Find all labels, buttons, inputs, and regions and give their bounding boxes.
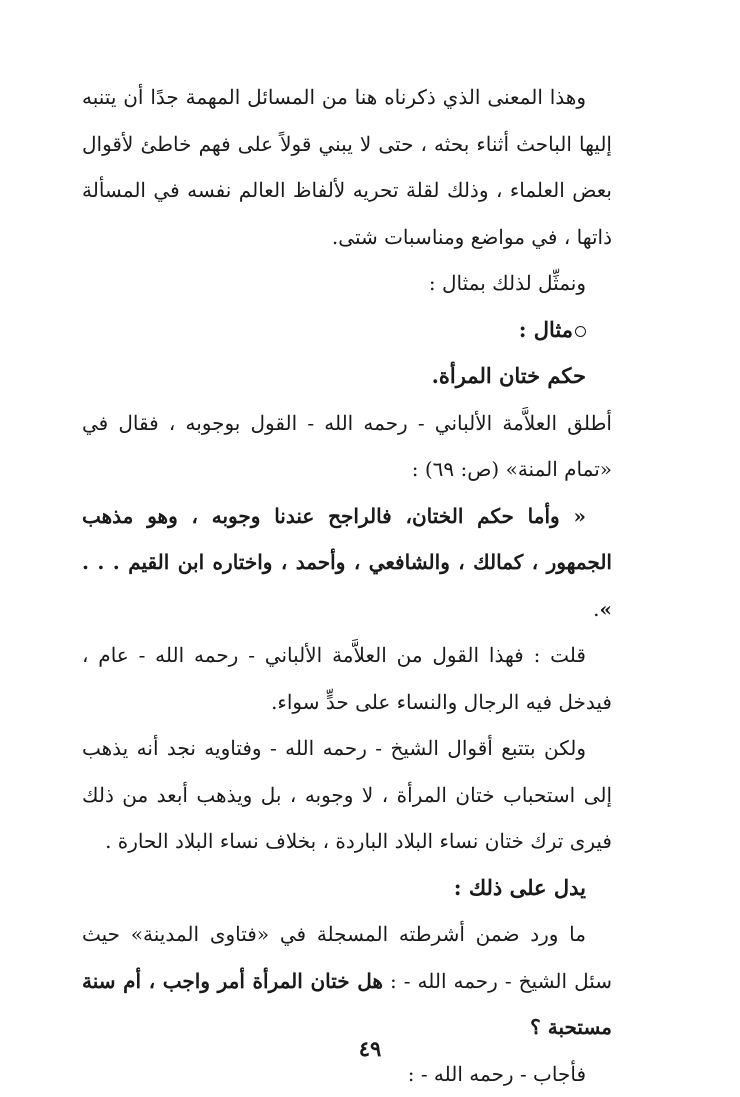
question-text: هل ختان المرأة أمر واجب ، أم سنة مستحبة ؟ — [82, 968, 612, 1039]
evidence-text: ما ورد ضمن أشرطته المسجلة في «فتاوى المدينة» حيث سئل الشيخ - رحمه الله - : — [82, 922, 613, 993]
page-body — [82, 74, 612, 1097]
paragraph-comment: قلت : فهذا القول من العلاَّمة الألباني - رحمه الله - عام ، فيدخل فيه الرجال والنساء على حدٍّ سواء. — [82, 643, 612, 714]
example-label: مثال : — [518, 316, 573, 342]
quotation — [82, 493, 612, 633]
example-heading — [82, 307, 612, 354]
paragraph-intro: وهذا المعنى الذي ذكرناه هنا من المسائل المهمة جدًا أن يتنبه إليها الباحث أثناء بحثه ، حتى لا يبني قولاً على فهم خاطئ لأقوال بعض العلماء ، وذلك لقلة تحريه لألفاظ العالم نفسه في المسألة ذاتها ، في مواضع ومناسبات شتى. — [82, 85, 612, 249]
page-number: ٤٩ — [358, 1036, 382, 1061]
paragraph-analysis: ولكن بتتبع أقوال الشيخ - رحمه الله - وفتاويه نجد أنه يذهب إلى استحباب ختان المرأة ، لا وجوبه ، بل ويذهب أبعد من ذلك فيرى ترك ختان نساء البلاد الباردة ، بخلاف نساء البلاد الحارة . — [82, 736, 612, 853]
example-title: حكم ختان المرأة. — [431, 363, 586, 388]
evidence-heading: يدل على ذلك : — [453, 874, 586, 900]
paragraph-albani-statement: أطلق العلاَّمة الألباني - رحمه الله - القول بوجوبه ، فقال في «تمام المنة» (ص: ٦٩) : — [82, 410, 612, 481]
paragraph-answer: فأجاب - رحمه الله - : — [407, 1061, 586, 1086]
circle-bullet-icon — [575, 326, 586, 337]
paragraph-evidence — [82, 911, 612, 1051]
quotation-end: . — [593, 596, 600, 621]
paragraph-example-intro: ونمثِّل لذلك بمثال : — [428, 271, 586, 295]
quotation-text: « وأما حكم الختان، فالراجح عندنا وجوبه ، وهو مذهب الجمهور ، كمالك ، والشافعي ، وأحمد ، واختاره ابن القيم . . . » — [82, 503, 612, 621]
